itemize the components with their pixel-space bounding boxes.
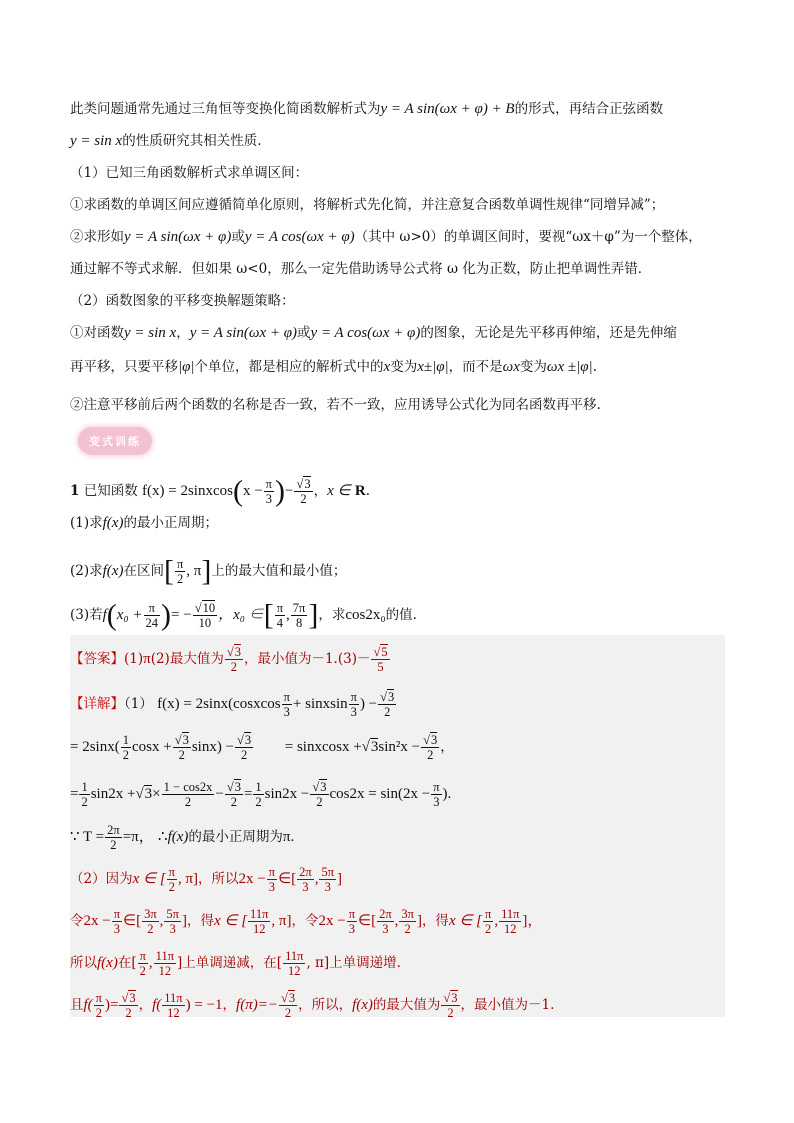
text: ，所以 [198,871,239,887]
denominator: 2 [184,795,192,809]
denominator: 3 [265,492,272,506]
numerator: 2π [299,865,312,879]
section-1-point-2 [70,227,725,247]
numerator: 11π [501,907,520,921]
numerator: 2π [107,823,120,837]
formula: π. [282,829,295,845]
formula: ∈[ [123,913,142,929]
formula: ]， [522,913,543,929]
denominator: 2 [110,838,117,852]
formula: ] [416,913,422,929]
formula: y = sin x [124,325,177,341]
formula: ∈[ [358,913,377,929]
fraction [167,865,177,894]
section-2-point-1-cont [70,357,725,377]
formula: f(π)=− [236,997,278,1013]
text: （其中 ω>0）的单调区间时，要视“ωx＋φ”为一个整体， [354,229,702,245]
numerator: π [265,477,272,491]
denominator: 2 [81,795,88,809]
numerator: π [283,690,290,704]
text: 变为 [390,359,418,375]
text: ， [313,483,328,499]
intro-text: 的性质研究其相关性质. [122,133,262,149]
fraction: $\frac{√3}{2}$ [280,991,296,1020]
numerator: 11π [250,907,269,921]
formula: x ∈ [ [132,871,166,887]
formula: 2x − [318,913,346,929]
numerator: 11π [285,949,304,963]
formula: sinx) − [191,739,235,755]
sqrt-radicand: 5 [381,645,388,659]
formula: x ∈ [ [448,913,482,929]
numerator: π [139,949,146,963]
denominator: 12 [167,1006,180,1020]
formula: f(x) = 2sinx(cosxcos [157,696,281,712]
numerator: π [485,907,492,921]
formula: , π] [271,913,292,929]
text: 的最大值为 [372,997,441,1013]
numerator: 7π [292,601,306,615]
problem-stem [70,474,725,508]
fraction [253,780,263,809]
denominator: 3 [382,922,389,936]
fraction: $\frac{√3}{2}$ [121,991,136,1020]
fraction: $\frac{√3}{2}$ [237,733,252,762]
text: 在[ [117,955,137,971]
numerator: π [276,601,284,615]
text: 的最小正周期； [123,515,218,531]
fraction: $\frac{√3}{2}$ [226,645,241,674]
fraction [264,477,274,506]
text: 且 [70,997,84,1013]
denominator: 2 [230,795,238,809]
fraction: $\frac{√3}{2}$ [226,780,241,809]
numerator: π [433,780,440,794]
text: ，令 [291,913,319,929]
denominator: 10 [198,616,212,630]
formula: = [243,786,253,802]
numerator: π [176,557,184,571]
bracket-close: ] [201,554,212,588]
numerator: π [168,865,175,879]
sqrt-radicand: 3 [288,991,296,1005]
denominator: 2 [384,705,391,719]
denominator: 2 [176,572,184,586]
fraction: $\frac{√3}{2}$ [312,780,327,809]
denominator: 2 [139,964,146,978]
text: ， [138,997,153,1013]
intro-line-1 [70,99,725,119]
detail-part-2-line-1: （2）因为x ∈ [ $\frac{\pi}{2}$ , π]，所以2x − $\frac{\pi}{3}$ ∈[ $\frac{2\pi}{3}$ , $\frac{5\pi}{3}$ ] [70,865,343,894]
formula: sin2x + [90,786,136,802]
sqrt-radicand: 3 [144,786,153,802]
denominator: 2 [240,748,248,762]
text: 令 [70,913,84,929]
text: ， [176,325,190,341]
formula: sin2x − [264,786,310,802]
denominator: 12 [288,964,301,978]
denominator: 5 [377,660,384,674]
question-3: (3)若f(x₀ + $\frac{\pi}{24}$ )= − $\frac{√10}{10}$ ，x₀ ∈[ $\frac{\pi}{4}$ , $\frac{7\pi}{8}$ ]，求cos2x₀的值. [70,598,417,632]
fraction [267,865,277,894]
sqrt-radicand: 3 [370,739,379,755]
formula: × [152,786,161,802]
fraction [431,780,441,809]
denominator: 3 [283,705,290,719]
detail-part-2-line-4 [70,991,725,1020]
fraction [499,907,521,936]
numerator: π [348,907,355,921]
paren-open: ( [106,598,117,632]
formula: f(x) [102,563,124,579]
section-2-point-1 [70,323,725,343]
detail-line-1 [70,690,725,719]
text: ，最小值为－1. [243,651,338,667]
formula: x±|φ| [417,359,449,375]
denominator: 12 [158,964,172,978]
denominator: 12 [252,922,266,936]
text: （2）因为 [70,871,133,887]
fraction [399,907,416,936]
paren-open: ( [232,474,243,508]
question-1 [70,513,725,533]
fraction [79,780,89,809]
denominator: 2 [147,922,154,936]
numerator: 1 − cos2x [163,780,213,794]
fraction [162,780,215,809]
fraction: $\frac{√3}{2}$ [296,477,311,506]
text: (2)最大值为 [150,651,224,667]
formula: ∴ [158,829,168,845]
numerator: π [268,865,276,879]
sqrt-radicand: 3 [129,991,136,1005]
text: (1) [124,651,144,667]
numerator: π [113,907,121,921]
intro-text: 此类问题通常先通过三角恒等变换化简函数解析式为 [70,101,381,117]
text: ①对函数 [70,325,124,341]
denominator: 3 [113,922,120,936]
denominator: 3 [348,922,355,936]
fraction: $\frac{√3}{2}$ [443,991,458,1020]
formula: cosx + [131,739,172,755]
fraction [162,991,184,1020]
text: ，而不是 [448,359,503,375]
denominator: 2 [168,880,175,894]
text: ， [222,997,237,1013]
text: 所以 [70,955,97,971]
text: （1） [124,696,153,712]
detail-line-4 [70,823,725,852]
formula: ] [337,871,343,887]
variant-training-badge: 变式训练 [78,427,152,455]
formula: =π， [122,829,154,845]
formula: x − [242,483,263,499]
numerator: π [144,601,161,616]
intro-line-2 [70,131,725,151]
denominator: 3 [169,922,176,936]
detail-line-3: = $\frac{1}{2}$ sin2x +√3× $\frac{1 - \cos 2x}{2}$ − $\frac{√3}{2}$ = $\frac{1}{2}$ sin2x − $\frac{√3}{2}$ cos2x = sin(2x − $\frac{\pi}{3}$ ). [70,780,452,809]
fraction [377,907,394,936]
denominator: 2 [300,492,307,506]
sqrt-radicand: 3 [451,991,458,1005]
numerator: 3π [401,907,414,921]
formula: x ∈ [327,483,351,499]
formula: ，x₀ ∈ [218,607,264,623]
numerator: 5π [166,907,179,921]
denominator: 3 [350,705,357,719]
denominator: 2 [95,1006,102,1020]
paren-close: ) [274,474,285,508]
text: ，所以， [298,997,353,1013]
reals-symbol: R [354,483,366,499]
numerator: 2π [379,907,392,921]
fraction [175,557,185,586]
text: 的值. [385,607,417,623]
formula: f( [152,997,162,1013]
text: 已知函数 [83,483,138,499]
fraction: $\frac{√10}{10}$ [194,601,216,630]
formula: = sinxcosx + [284,739,362,755]
sqrt-radicand: 3 [182,733,189,747]
formula: cos2x = sin(2x − [329,786,431,802]
text: ]上单调递减，在[ [177,955,283,971]
section-1-point-1: ①求函数的单调区间应遵循简单化原则，将解析式先化简，并注意复合函数单调性规律“同增异减”； [70,197,665,213]
formula: y = A cos(ωx + φ) [244,229,355,245]
denominator: 2 [122,748,129,762]
denominator: 2 [427,748,434,762]
fraction [282,690,292,719]
bracket-open: [ [263,598,274,632]
sqrt-radicand: 3 [320,780,327,794]
formula: , π [186,563,202,579]
text: . [365,483,370,499]
formula: ). [442,786,452,802]
text: 或 [231,229,245,245]
numerator: 11π [164,991,183,1005]
formula: y = A sin(ωx + φ) + B [380,101,515,117]
fraction [164,907,181,936]
denominator: 3 [268,880,276,894]
formula: = − [171,607,192,623]
fraction [138,949,148,978]
fraction: $\frac{√3}{2}$ [423,733,438,762]
section-1-heading: （1）已知三角函数解析式求单调区间： [70,165,309,181]
denominator: 3 [302,880,309,894]
formula: f(x) [167,829,189,845]
fraction: $\frac{√3}{2}$ [380,690,395,719]
text: 在区间 [123,563,164,579]
bracket-open: [ [163,554,174,588]
fraction [94,991,104,1020]
formula: ) = −1 [185,997,223,1013]
denominator: 2 [284,1006,292,1020]
formula: = 2sinx( [70,739,120,755]
sqrt-radicand: 3 [388,690,395,704]
detail-part-2-line-3: 所以f(x)在[ $\frac{\pi}{2}$ , $\frac{11\pi}{12}$ ]上单调递减，在[ $\frac{11\pi}{12}$ , π]上单调递增. [70,949,401,978]
fraction [105,823,122,852]
detail-part-2-line-2: 令2x − $\frac{\pi}{3}$ ∈[ $\frac{3\pi}{2}$ , $\frac{5\pi}{3}$ ]，得x ∈ [ $\frac{11\pi}{12}$ , π]，令2x − $\frac{\pi}{3}$ ∈[ $\frac{2\pi}{3}$ , $\frac{3\pi}{2}$ ]，得x ∈ [ $\frac{\pi}{2}$ , $\frac{11\pi}{12}$ ]， [70,907,543,936]
text: 个单位，都是相应的解析式中的 [194,359,384,375]
sqrt-radicand: 3 [234,645,241,659]
formula: y = A sin(ωx + φ) [124,229,232,245]
formula: y = A sin(ωx + φ) [189,325,298,341]
denominator: 2 [447,1006,454,1020]
formula: f(x) [97,955,118,971]
text: ，得 [421,913,449,929]
formula: y = sin x [70,133,123,149]
fraction [291,601,308,630]
formula: − [215,786,224,802]
formula: f(x) = 2sinxcos [142,483,233,499]
formula: x ∈ [ [213,913,248,929]
sqrt-radicand: 3 [304,477,311,491]
text: (2)求 [70,563,103,579]
formula: ] [181,913,187,929]
denominator: 4 [276,616,283,630]
denominator: 2 [178,748,185,762]
text: ，得 [186,913,214,929]
fraction [297,865,314,894]
intro-text: 的形式，再结合正弦函数 [514,101,664,117]
denominator: 2 [404,922,411,936]
text: . [592,359,597,375]
answer-line [70,645,725,674]
fraction [112,907,122,936]
denominator: 2 [316,795,323,809]
text: ，求 [318,607,346,623]
text: , π]上单调递增. [306,955,401,971]
text: 的图象，无论是先平移再伸缩，还是先伸缩 [420,325,677,341]
text: 上的最大值和最小值； [211,563,347,579]
numerator: 1 [122,733,129,747]
denominator: 2 [230,660,238,674]
text: ②求形如 [70,229,124,245]
formula: ) − [359,696,378,712]
formula: )= [104,997,119,1013]
fraction [248,907,270,936]
denominator: 12 [503,922,517,936]
text: (1)求 [70,515,103,531]
fraction [121,733,131,762]
text: 再平移，只要平移 [70,359,178,375]
denominator: 2 [255,795,262,809]
numerator: 1 [81,780,88,794]
fraction [144,601,161,630]
denominator: 3 [324,880,331,894]
sqrt-radicand: 3 [431,733,438,747]
numerator: 1 [255,780,262,794]
denominator: 8 [295,616,303,630]
formula: sin²x − [378,739,421,755]
formula: = [70,786,79,802]
formula: f [102,607,107,623]
text: 或 [297,325,311,341]
formula: ωx [502,359,520,375]
formula: x [383,359,391,375]
numerator: π [350,690,357,704]
fraction: $\frac{√5}{5}$ [373,645,388,674]
formula: , π] [177,871,199,887]
denominator: 2 [485,922,492,936]
numerator: 3π [144,907,157,921]
section-2-heading: （2）函数图象的平移变换解题策略： [70,293,295,309]
sqrt-radicand: 3 [234,780,241,794]
section-1-point-2-cont: 通过解不等式求解．但如果 ω<0，那么一定先借助诱导公式将 ω 化为正数，防止把单调性弄错． [70,261,652,277]
detail-label: 【详解】 [70,696,124,712]
fraction [154,949,176,978]
detail-line-2: = 2sinx( $\frac{1}{2}$ cosx + $\frac{√3}{2}$ sinx) − $\frac{√3}{2}$ = sinxcosx +√3sin²x − $\frac{√3}{2}$ ， [70,733,454,762]
section-2-point-2: ②注意平移前后两个函数的名称是否一致，若不一致，应用诱导公式化为同名函数再平移. [70,397,601,413]
formula: y = A cos(ωx + φ) [310,325,421,341]
formula: f( [83,997,93,1013]
formula: 2x − [83,913,111,929]
formula: |φ| [178,359,195,375]
formula: + sinxsin [292,696,348,712]
fraction [349,690,359,719]
minus-sign: − [284,483,294,499]
text: ， [440,739,454,755]
formula: ∵ T = [70,829,105,845]
problem-number: 1 [70,483,80,499]
text: (3)－ [337,651,371,667]
answer-label: 【答案】 [70,651,124,667]
numerator: 11π [155,949,175,963]
formula: f(x) [102,515,124,531]
fraction [283,949,305,978]
formula: cos2x₀ [345,607,386,623]
formula: 2x − [238,871,266,887]
question-2 [70,554,725,588]
sqrt-radicand: 10 [202,601,216,615]
numerator: π [95,991,102,1005]
fraction [275,601,285,630]
bracket-close: ] [308,598,319,632]
text: π [143,651,151,667]
formula: ∈[ [278,871,297,887]
fraction [142,907,159,936]
text: 变为 [519,359,547,375]
text: 的最小正周期为 [188,829,283,845]
fraction [483,907,493,936]
sqrt-radicand: 3 [244,733,252,747]
denominator: 3 [433,795,440,809]
denominator: 24 [145,616,159,630]
fraction: $\frac{√3}{2}$ [174,733,189,762]
fraction [319,865,336,894]
fraction [347,907,357,936]
text: ，最小值为－1. [460,997,555,1013]
formula: f(x) [352,997,373,1013]
denominator: 2 [125,1006,132,1020]
formula: ωx ±|φ| [546,359,593,375]
numerator: 5π [321,865,335,879]
formula: x₀ + [116,607,143,623]
text: (3)若 [70,607,103,623]
paren-close: ) [161,598,172,632]
